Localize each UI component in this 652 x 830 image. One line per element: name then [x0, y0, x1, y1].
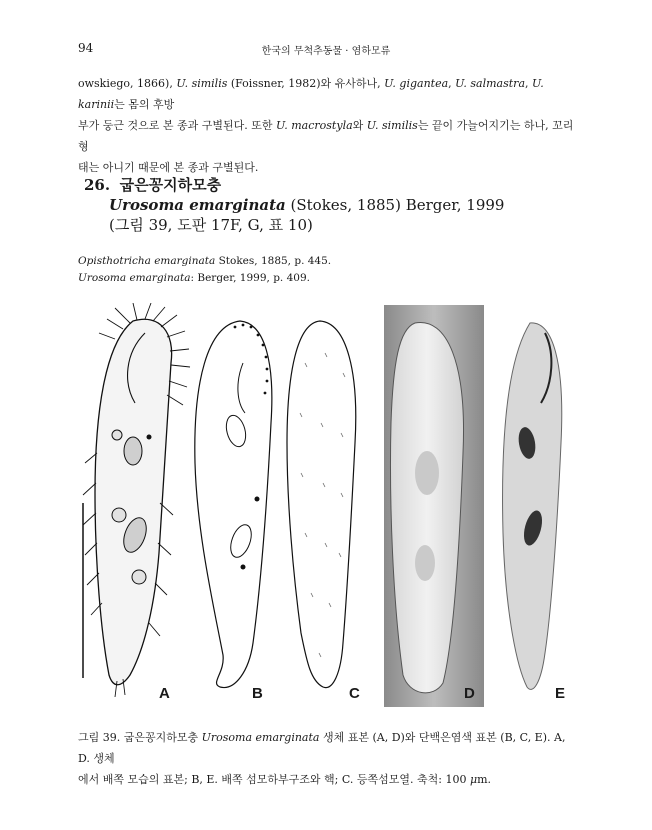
scientific-name: Urosoma emarginata	[109, 196, 286, 214]
entry-title-line	[84, 175, 504, 195]
figure-caption: 그림 39. 굽은꽁지하모충 Urosoma emarginata 생체 표본 (A, D)와 단백은염색 표본 (B, C, E). A, D. 생체 에서 배쪽 모습의 표본; B, E. 배쪽 섬모하부구조와 핵; C. 등쪽섬모열. 축척: 100 μm.	[78, 731, 566, 786]
species-entry-heading	[84, 175, 504, 235]
figure-plates	[75, 303, 585, 713]
panel-label-e: E	[555, 685, 566, 702]
scientific-name-line	[84, 195, 504, 215]
body-paragraph: owskiego, 1866), U. similis (Foissner, 1982)와 유사하나, U. gigantea, U. salmastra, U. karinii는 몸의 후방 부가 둥근 것으로 본 종과 구별된다. 또한 U. macrostyla와 U. similis는 끝이 가늘어지기는 하나, 꼬리형 태는 아니기 때문에 본 종과 구별된다.	[78, 77, 574, 174]
korean-common-name: 굽은꽁지하모충	[119, 176, 222, 194]
entry-number: 26.	[84, 176, 111, 194]
synonymy-list	[78, 253, 331, 287]
synonym-item: Urosoma emarginata: Berger, 1999, p. 409.	[78, 272, 310, 284]
panel-e-photo	[503, 323, 562, 689]
authority: (Stokes, 1885) Berger, 1999	[285, 196, 505, 214]
synonym-item: Opisthotricha emarginata Stokes, 1885, p. 445.	[78, 255, 332, 267]
running-head: 한국의 무척추동물 · 염하모류	[261, 46, 391, 57]
panel-d-photo	[384, 305, 484, 707]
panel-c-drawing	[287, 321, 356, 688]
panel-label-b: B	[252, 685, 263, 702]
page-number: 94	[78, 41, 94, 55]
figure-39	[75, 303, 585, 713]
panel-label-c: C	[349, 685, 360, 702]
panel-b-drawing	[195, 321, 272, 688]
panel-a-drawing	[83, 303, 190, 697]
panel-label-a: A	[159, 685, 170, 702]
figure-reference: (그림 39, 도판 17F, G, 표 10)	[109, 216, 313, 234]
panel-label-d: D	[464, 685, 475, 702]
